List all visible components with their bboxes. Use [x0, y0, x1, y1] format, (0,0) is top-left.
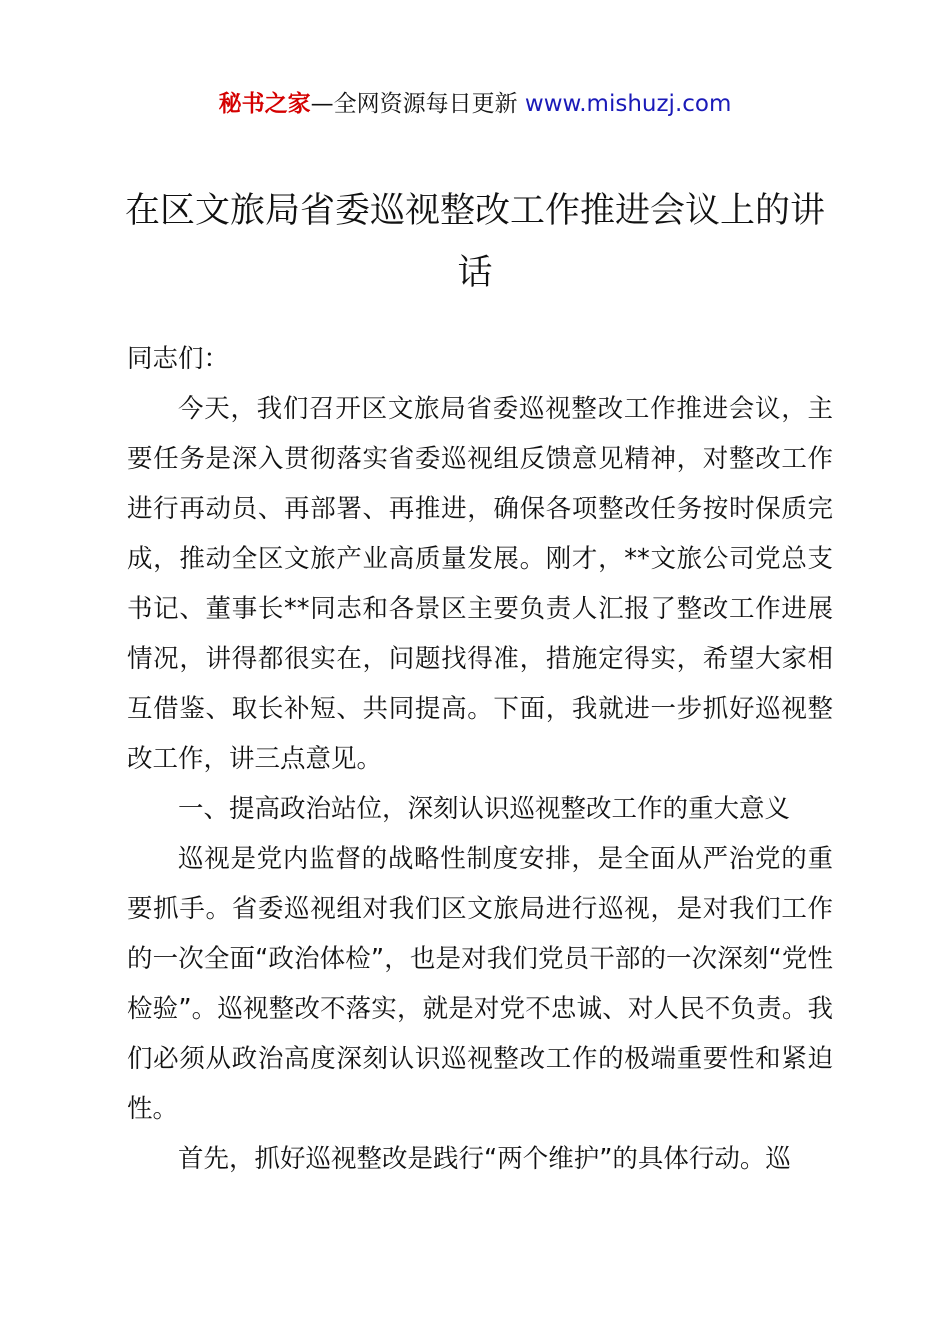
brand-name: 秘书之家 [218, 91, 311, 117]
paragraph-first-point: 首先，抓好巡视整改是践行“两个维护”的具体行动。巡 [178, 1144, 791, 1174]
section-heading-1: 一、提高政治站位，深刻认识巡视整改工作的重大意义 [178, 794, 791, 824]
header-tagline: —全网资源每日更新 [310, 91, 518, 117]
page-header [0, 86, 950, 122]
website-link[interactable]: www.mishuzj.com [524, 91, 732, 117]
paragraph-intro: 今天，我们召开区文旅局省委巡视整改工作推进会议，主要任务是深入贯彻落实省委巡视组反馈意见精神，对整改工作进行再动员、再部署、再推进，确保各项整改任务按时保质完成，推动全区文旅产业高质量发展。刚才，**文旅公司党总支书记、董事长**同志和各景区主要负责人汇报了整改工作进展情况，讲得都很实在，问题找得准，措施定得实，希望大家相互借鉴、取长补短、共同提高。下面，我就进一步抓好巡视整改工作，讲三点意见。 [127, 394, 833, 774]
paragraph-significance: 巡视是党内监督的战略性制度安排，是全面从严治党的重要抓手。省委巡视组对我们区文旅局进行巡视，是对我们工作的一次全面“政治体检”，也是对我们党员干部的一次深刻“党性检验”。巡视整改不落实，就是对党不忠诚、对人民不负责。我们必须从政治高度深刻认识巡视整改工作的极端重要性和紧迫性。 [127, 844, 833, 1124]
document-title: 在区文旅局省委巡视整改工作推进会议上的讲话 [124, 191, 825, 293]
salutation: 同志们： [127, 344, 230, 374]
document-body [127, 334, 833, 1184]
